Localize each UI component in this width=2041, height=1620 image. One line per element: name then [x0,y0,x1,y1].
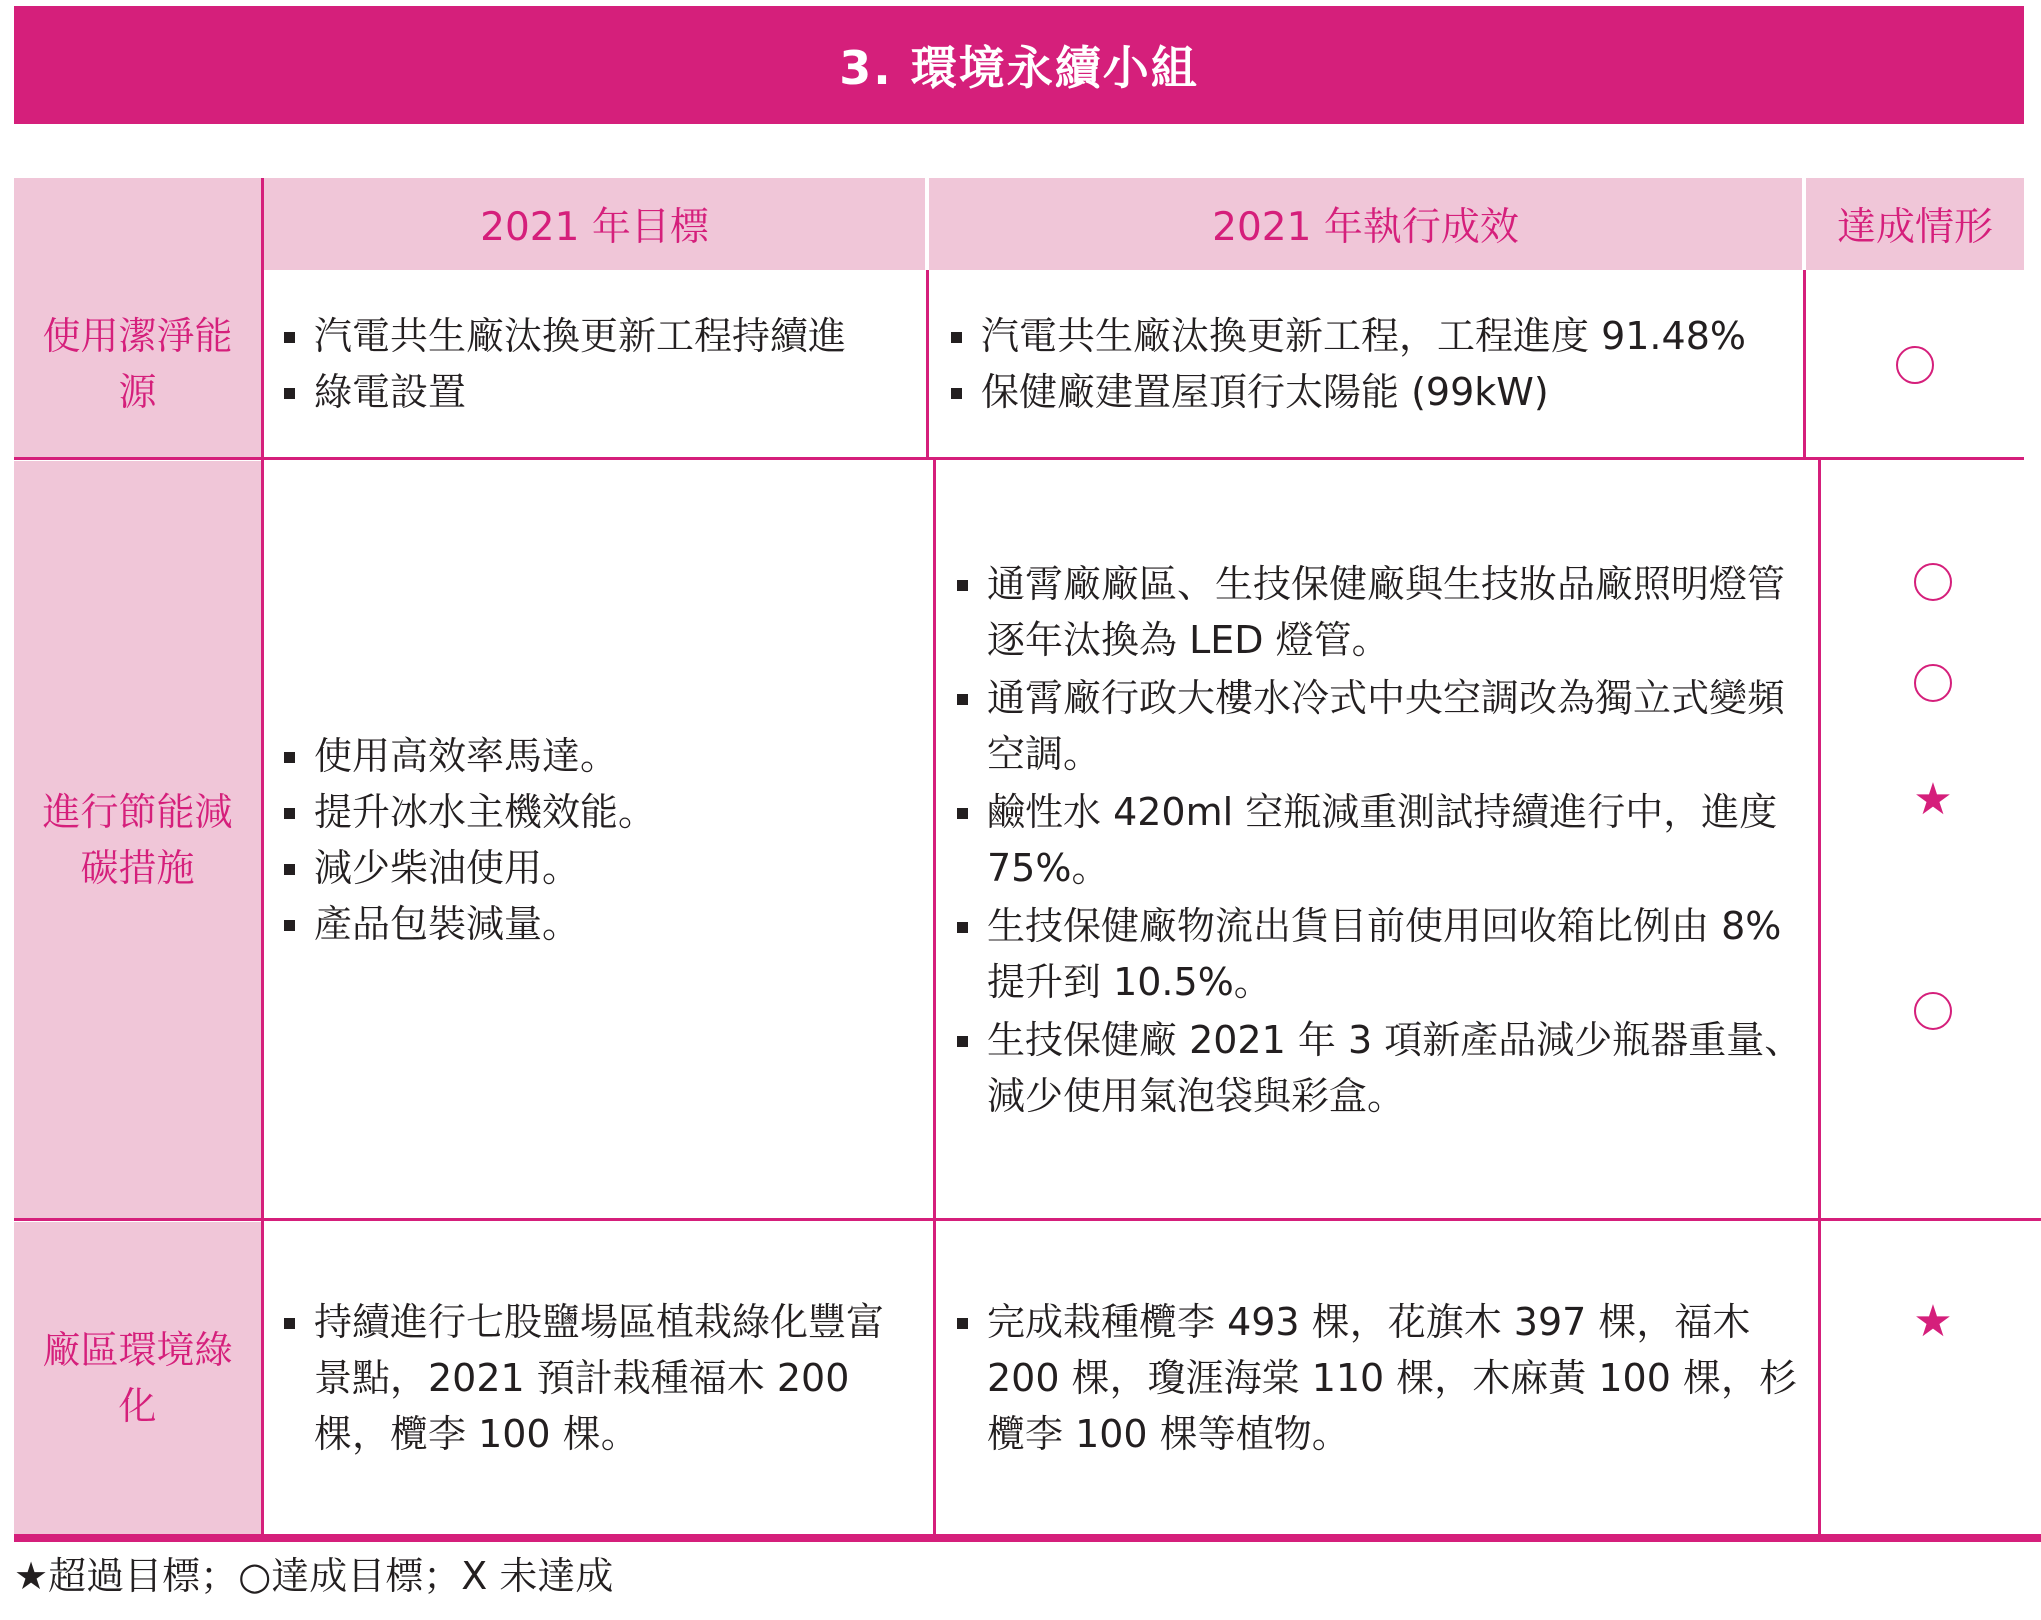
banner-title: 3. 環境永續小組 [839,41,1199,95]
divider [926,270,929,458]
header-target: 2021 年目標 [264,178,925,270]
header-corner [14,178,261,270]
header-status: 達成情形 [1806,178,2024,270]
row1-targets [280,270,920,458]
list-item: 生技保健廠物流出貨目前使用回收箱比例由 8% 提升到 10.5%。 [953,898,1803,1010]
row2-targets [280,461,920,1219]
list-item: 持續進行七股鹽場區植栽綠化豐富景點，2021 預計栽種福木 200 棵，欖李 100 棵。 [280,1294,920,1462]
status-achieved-icon [1913,562,1953,602]
header-result: 2021 年執行成效 [929,178,1802,270]
divider [933,458,936,1534]
table-bottom-rule [14,1534,2041,1542]
status-achieved-icon [1913,663,1953,703]
row3-targets [280,1222,920,1534]
status-achieved-icon [1895,345,1935,385]
status-exceeded-icon: ★ [1913,1296,1953,1347]
list-item: 綠電設置 [280,364,920,420]
list-item: 鹼性水 420ml 空瓶減重測試持續進行中，進度 75%。 [953,784,1803,896]
row-label-text: 進行節能減碳措施 [42,790,233,890]
list-item: 通霄廠廠區、生技保健廠與生技妝品廠照明燈管逐年汰換為 LED 燈管。 [953,556,1803,668]
row-label-greening [14,1222,261,1534]
status-exceeded-icon: ★ [1913,774,1953,825]
title-banner [14,6,2024,124]
list-item: 通霄廠行政大樓水冷式中央空調改為獨立式變頻空調。 [953,670,1803,782]
divider [261,178,264,1534]
divider [14,457,2024,460]
row2-results [953,461,1803,1219]
row3-results [953,1222,1803,1534]
legend: ★超過目標；○達成目標；X 未達成 [14,1554,614,1598]
list-item: 提升冰水主機效能。 [280,784,920,840]
status-achieved-icon [1913,991,1953,1031]
row-label-energy-saving [14,461,261,1219]
list-item: 減少柴油使用。 [280,840,920,896]
divider [1818,458,1821,1534]
list-item: 完成栽種欖李 493 棵，花旗木 397 棵，福木 200 棵，瓊涯海棠 110 棵，木麻黃 100 棵，杉欖李 100 棵等植物。 [953,1294,1803,1462]
list-item: 使用高效率馬達。 [280,728,920,784]
row-label-text: 使用潔淨能源 [42,314,233,414]
row-label-clean-energy [14,270,261,458]
list-item: 汽電共生廠汰換更新工程，工程進度 91.48% [947,308,1807,364]
row-label-text: 廠區環境綠化 [42,1328,233,1428]
row1-results [947,270,1807,458]
list-item: 保健廠建置屋頂行太陽能 (99kW) [947,364,1807,420]
divider [14,1218,2041,1221]
divider [1803,270,1806,458]
list-item: 汽電共生廠汰換更新工程持續進 [280,308,920,364]
list-item: 產品包裝減量。 [280,896,920,952]
list-item: 生技保健廠 2021 年 3 項新產品減少瓶器重量、減少使用氣泡袋與彩盒。 [953,1012,1803,1124]
